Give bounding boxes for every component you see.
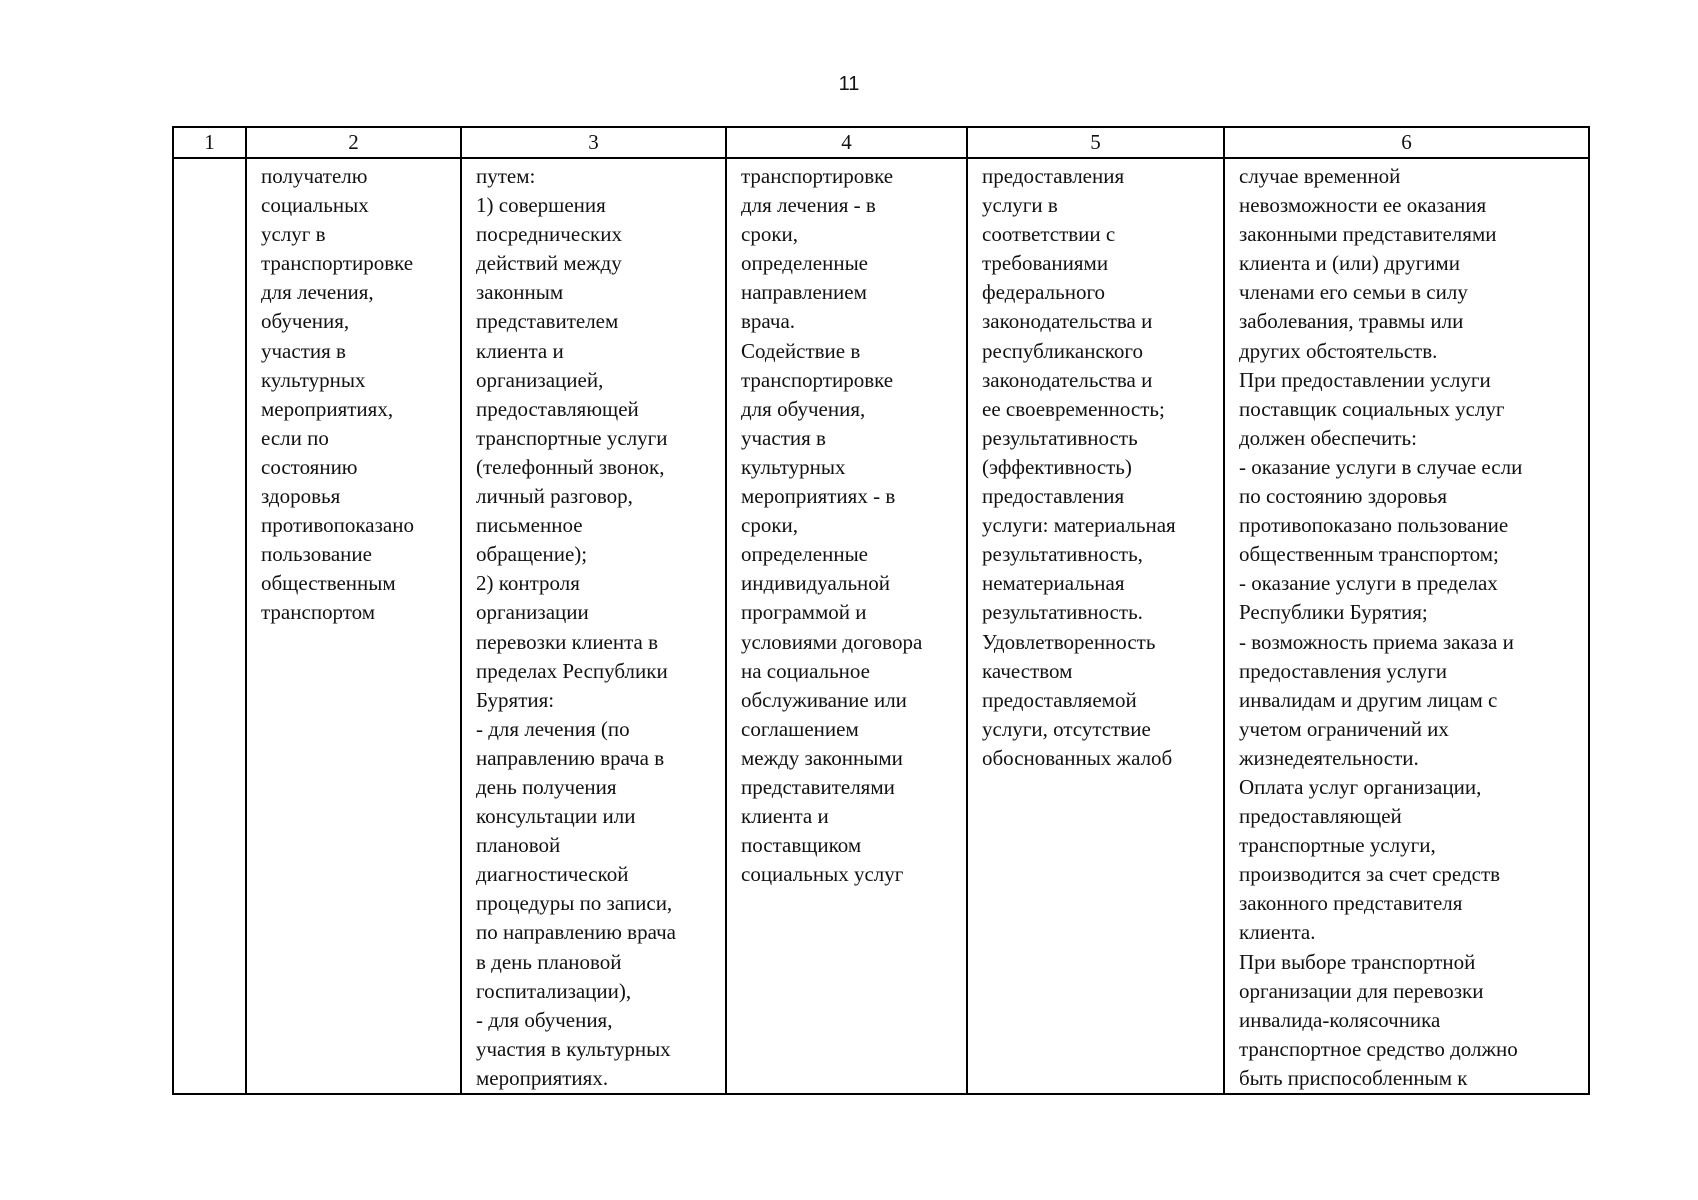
cell-service-terms: транспортировке для лечения - в сроки, определенные направлением врача. Содействие в транспортировке для обучения, участия в культурных мероприятиях - в сроки, определенные индивидуальной программой и условиями договора на социальное обслуживание или соглашением между законными представителями клиента и поставщиком социальных услуг — [726, 158, 967, 1094]
cell-service-name: получателю социальных услуг в транспортировке для лечения, обучения, участия в культурных мероприятиях, если по состоянию здоровья противопоказано пользование общественным транспортом — [246, 158, 461, 1094]
column-number-row — [173, 127, 1589, 158]
column-number-3: 3 — [461, 127, 726, 158]
table-row — [173, 158, 1589, 1094]
standards-table — [172, 126, 1590, 1095]
cell-index — [173, 158, 246, 1094]
page-number: 11 — [838, 73, 860, 95]
column-number-2: 2 — [246, 127, 461, 158]
column-number-6: 6 — [1224, 127, 1589, 158]
cell-service-description: путем: 1) совершения посреднических действий между законным представителем клиента и организацией, предоставляющей транспортные услуги (телефонный звонок, личный разговор, письменное обращение); 2) контроля организации перевозки клиента в пределах Республики Бурятия: - для лечения (по направлению врача в день получения консультации или плановой диагностической процедуры по записи, по направлению врача в день плановой госпитализации), - для обучения, участия в культурных мероприятиях. — [461, 158, 726, 1094]
cell-service-conditions: случае временной невозможности ее оказания законными представителями клиента и (или) другими членами его семьи в силу заболевания, травмы или других обстоятельств. При предоставлении услуги поставщик социальных услуг должен обеспечить: - оказание услуги в случае если по состоянию здоровья противопоказано пользование общественным транспортом; - оказание услуги в пределах Республики Бурятия; - возможность приема заказа и предоставления услуги инвалидам и другим лицам с учетом ограничений их жизнедеятельности. Оплата услуг организации, предоставляющей транспортные услуги, производится за счет средств законного представителя клиента. При выборе транспортной организации для перевозки инвалида-колясочника транспортное средство должно быть приспособленным к — [1224, 158, 1589, 1094]
column-number-1: 1 — [173, 127, 246, 158]
cell-quality-indicators: предоставления услуги в соответствии с требованиями федерального законодательства и республиканского законодательства и ее своевременность; результативность (эффективность) предоставления услуги: материальная результативность, нематериальная результативность. Удовлетворенность качеством предоставляемой услуги, отсутствие обоснованных жалоб — [967, 158, 1224, 1094]
column-number-4: 4 — [726, 127, 967, 158]
column-number-5: 5 — [967, 127, 1224, 158]
